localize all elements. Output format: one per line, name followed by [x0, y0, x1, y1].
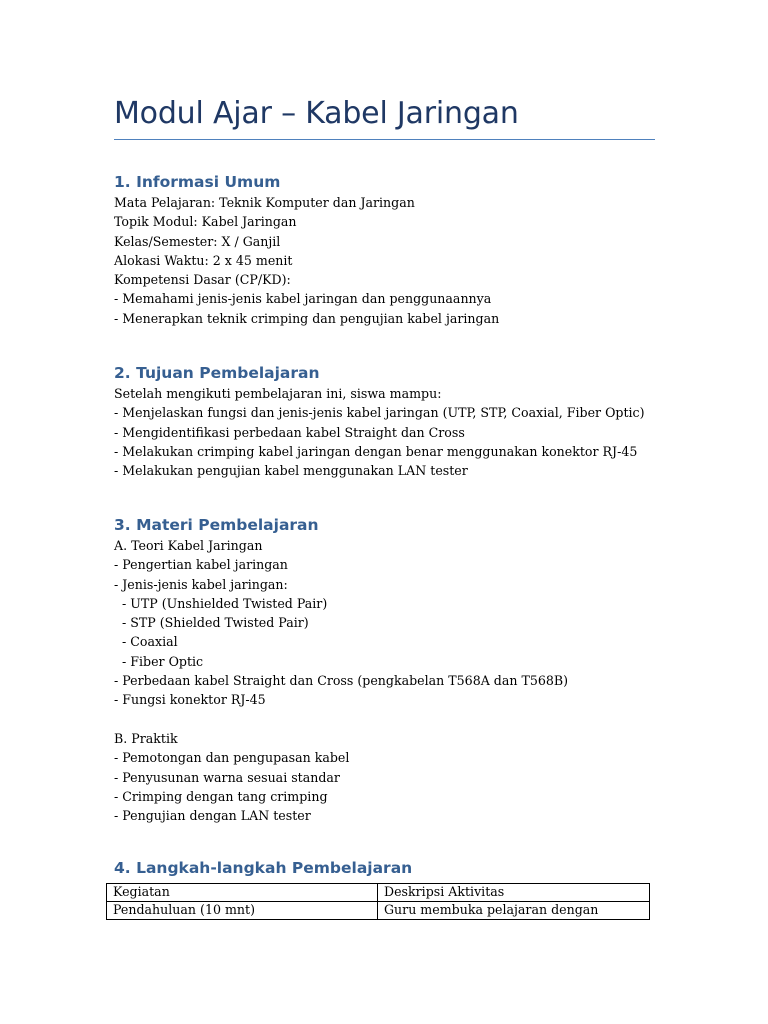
body-line: - Melakukan pengujian kabel menggunakan LAN tester: [114, 463, 468, 479]
body-line: - Jenis-jenis kabel jaringan:: [114, 576, 288, 592]
section-body: [114, 193, 674, 328]
body-line: - Memahami jenis-jenis kabel jaringan dan penggunaannya: [114, 291, 492, 307]
section-heading: 2. Tujuan Pembelajaran: [114, 364, 320, 382]
table-cell: Guru membuka pelajaran dengan: [378, 902, 650, 920]
paragraph-spacer: [114, 710, 674, 729]
body-line: - Melakukan crimping kabel jaringan dengan benar menggunakan konektor RJ-45: [114, 443, 638, 459]
body-line: - Penyusunan warna sesuai standar: [114, 769, 340, 785]
page-title: Modul Ajar – Kabel Jaringan: [114, 96, 519, 131]
body-line: - Fungsi konektor RJ-45: [114, 692, 266, 708]
table-row: [107, 902, 650, 920]
section-tujuan-pembelajaran: [114, 362, 674, 480]
section-langkah-pembelajaran: [114, 857, 674, 879]
body-line: - Crimping dengan tang crimping: [114, 788, 328, 804]
section-body: [114, 384, 674, 480]
body-line: - Fiber Optic: [114, 653, 204, 669]
section-materi-pembelajaran: [114, 514, 674, 825]
body-line: - Pengertian kabel jaringan: [114, 557, 288, 573]
body-line: Kompetensi Dasar (CP/KD):: [114, 272, 291, 288]
section-informasi-umum: [114, 171, 674, 328]
section-heading: 4. Langkah-langkah Pembelajaran: [114, 859, 413, 877]
body-line: Topik Modul: Kabel Jaringan: [114, 214, 297, 230]
section-body-teori: [114, 536, 674, 710]
title-underline: [114, 139, 655, 140]
body-line: Kelas/Semester: X / Ganjil: [114, 233, 281, 249]
body-line: B. Praktik: [114, 730, 178, 746]
table-header-row: [107, 884, 650, 902]
section-body-praktik: [114, 729, 674, 825]
body-line: - Menjelaskan fungsi dan jenis-jenis kabel jaringan (UTP, STP, Coaxial, Fiber Optic): [114, 405, 645, 421]
body-line: - Coaxial: [114, 634, 178, 650]
body-line: - Perbedaan kabel Straight dan Cross (pengkabelan T568A dan T568B): [114, 673, 569, 689]
section-heading: 1. Informasi Umum: [114, 173, 281, 191]
table-header-cell: Kegiatan: [107, 884, 378, 902]
body-line: - Pemotongan dan pengupasan kabel: [114, 750, 350, 766]
body-line: - UTP (Unshielded Twisted Pair): [114, 595, 328, 611]
body-line: Alokasi Waktu: 2 x 45 menit: [114, 252, 293, 268]
body-line: - Mengidentifikasi perbedaan kabel Straight dan Cross: [114, 424, 465, 440]
body-line: - Pengujian dengan LAN tester: [114, 808, 311, 824]
body-line: - STP (Shielded Twisted Pair): [114, 615, 309, 631]
learning-steps-table: [106, 883, 650, 920]
table-cell: Pendahuluan (10 mnt): [107, 902, 378, 920]
body-line: Setelah mengikuti pembelajaran ini, siswa mampu:: [114, 386, 442, 401]
body-line: - Menerapkan teknik crimping dan pengujian kabel jaringan: [114, 310, 500, 326]
table-header-cell: Deskripsi Aktivitas: [378, 884, 650, 902]
body-line: Mata Pelajaran: Teknik Komputer dan Jaringan: [114, 195, 415, 210]
body-line: A. Teori Kabel Jaringan: [114, 538, 263, 553]
section-heading: 3. Materi Pembelajaran: [114, 516, 319, 534]
